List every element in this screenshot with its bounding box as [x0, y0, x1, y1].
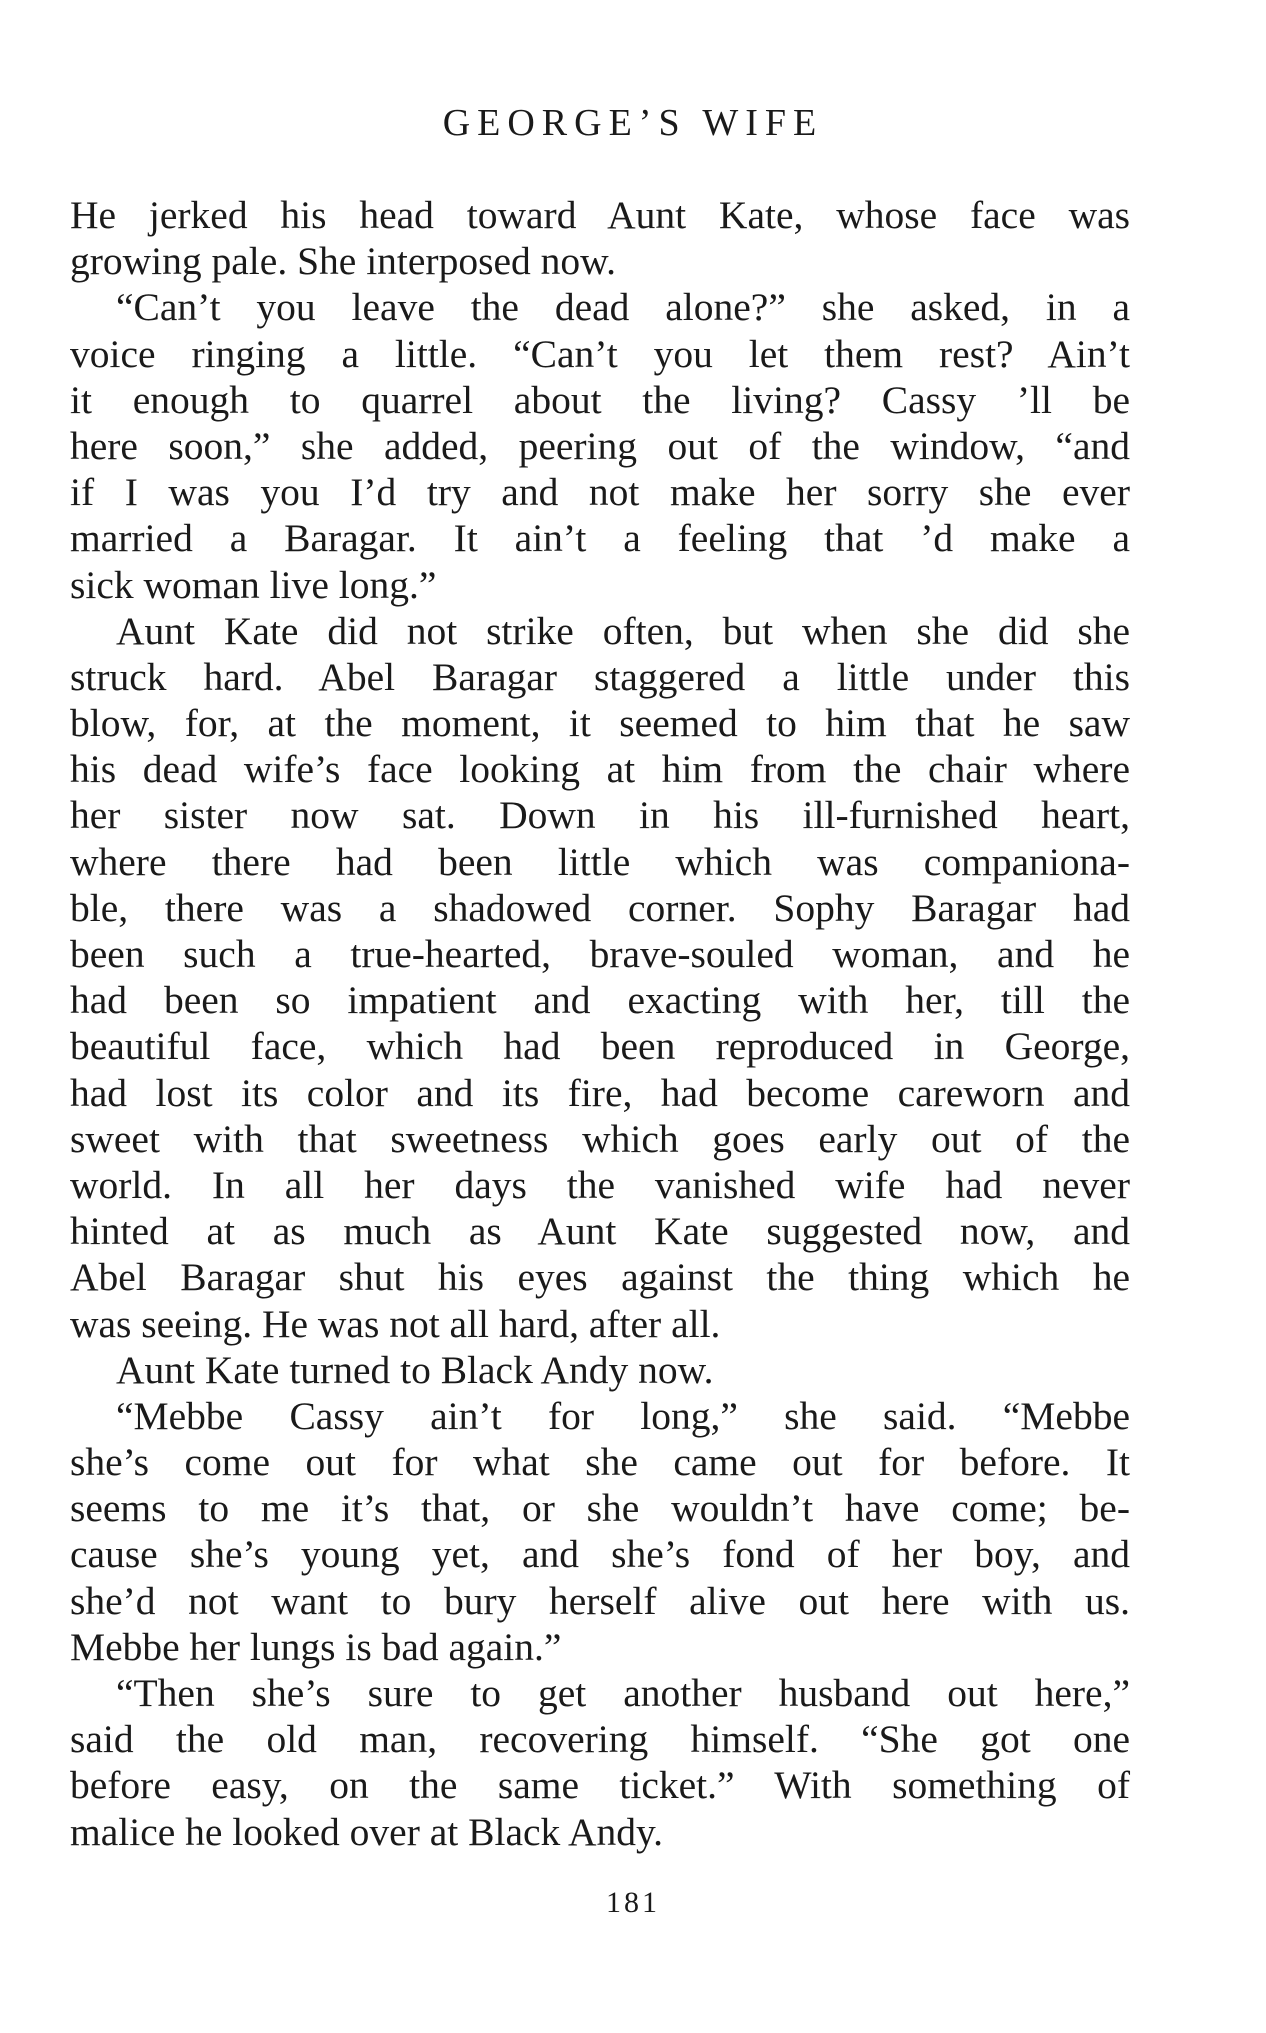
text-line: Aunt Kate did not strike often, but when she did she — [116, 608, 1130, 653]
body-text — [70, 192, 1130, 1855]
text-line: Aunt Kate turned to Black Andy now. — [116, 1347, 714, 1392]
text-line: growing pale. She interposed now. — [70, 239, 616, 284]
text-line: struck hard. Abel Baragar staggered a little under this — [70, 654, 1130, 699]
text-line: “Can’t you leave the dead alone?” she asked, in a — [116, 285, 1130, 330]
text-line: blow, for, at the moment, it seemed to him that he saw — [70, 701, 1130, 746]
paragraph — [70, 608, 1130, 1347]
paragraph — [70, 1670, 1130, 1855]
text-line: Mebbe her lungs is bad again.” — [70, 1624, 562, 1669]
text-line: “Mebbe Cassy ain’t for long,” she said. “Mebbe — [116, 1393, 1130, 1438]
text-line: her sister now sat. Down in his ill-furnished heart, — [70, 793, 1130, 838]
text-line: world. In all her days the vanished wife had never — [70, 1162, 1130, 1207]
text-line: hinted at as much as Aunt Kate suggested now, and — [70, 1209, 1130, 1254]
text-line: beautiful face, which had been reproduced in George, — [70, 1024, 1130, 1069]
running-head: GEORGE’S WIFE — [442, 102, 824, 144]
text-line: his dead wife’s face looking at him from the chair where — [70, 747, 1130, 792]
text-line: before easy, on the same ticket.” With something of — [70, 1763, 1130, 1808]
text-line: voice ringing a little. “Can’t you let them rest? Ain’t — [70, 331, 1130, 376]
text-line: malice he looked over at Black Andy. — [70, 1809, 664, 1854]
text-line: been such a true-hearted, brave-souled woman, and he — [70, 932, 1130, 976]
paragraph — [70, 192, 1130, 284]
text-line: ble, there was a shadowed corner. Sophy Baragar had — [70, 885, 1130, 930]
text-line: Abel Baragar shut his eyes against the thing which he — [70, 1255, 1130, 1300]
text-line: if I was you I’d try and not make her sorry she ever — [70, 470, 1130, 515]
text-line: sweet with that sweetness which goes early out of the — [70, 1116, 1130, 1161]
text-line: it enough to quarrel about the living? Cassy ’ll be — [70, 377, 1130, 422]
text-line: said the old man, recovering himself. “She got one — [70, 1717, 1130, 1762]
text-line: had lost its color and its fire, had become careworn and — [70, 1070, 1130, 1115]
paragraph — [70, 1393, 1130, 1670]
text-line: sick woman live long.” — [70, 562, 437, 607]
text-line: she’d not want to bury herself alive out here with us. — [70, 1578, 1130, 1623]
paragraph — [70, 1347, 1130, 1393]
text-line: where there had been little which was companiona- — [70, 839, 1130, 884]
text-line: married a Baragar. It ain’t a feeling that ’d make a — [70, 516, 1130, 561]
paragraph — [70, 284, 1130, 607]
text-line: cause she’s young yet, and she’s fond of her boy, and — [70, 1532, 1130, 1577]
text-line: had been so impatient and exacting with her, till the — [70, 978, 1130, 1023]
page-number: 181 — [606, 1886, 660, 1919]
text-line: was seeing. He was not all hard, after all. — [70, 1301, 721, 1346]
text-line: “Then she’s sure to get another husband out here,” — [116, 1671, 1130, 1715]
text-line: here soon,” she added, peering out of the window, “and — [70, 423, 1130, 468]
text-line: she’s come out for what she came out for before. It — [70, 1440, 1130, 1485]
text-line: He jerked his head toward Aunt Kate, whose face was — [70, 193, 1130, 237]
text-line: seems to me it’s that, or she wouldn’t have come; be- — [70, 1486, 1130, 1531]
